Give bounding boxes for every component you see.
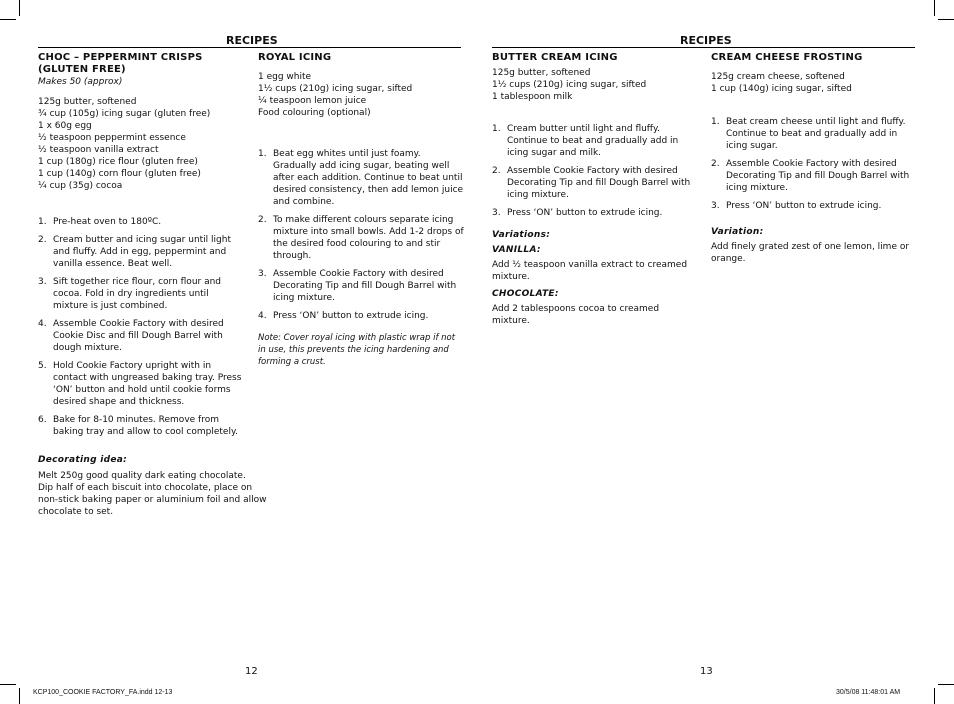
recipe-yield: Makes 50 (approx) [38, 77, 123, 87]
step-text: Press ‘ON’ button to extrude icing. [726, 201, 882, 211]
ingredient: 1½ cups (210g) icing sugar, sifted [258, 84, 413, 94]
decorating-text: chocolate to set. [38, 507, 114, 517]
step-number: 2. [492, 166, 501, 176]
crop-mark [0, 19, 16, 20]
step-text: Press ‘ON’ button to extrude icing. [273, 311, 429, 321]
crop-mark [934, 688, 935, 704]
crop-mark [19, 0, 20, 16]
step-number: 4. [258, 311, 267, 321]
recipe-title: CREAM CHEESE FROSTING [711, 52, 863, 63]
decorating-heading: Decorating idea: [38, 455, 128, 465]
step-text: Hold Cookie Factory upright with in contact with ungreased baking tray. Press ‘ON’ button and hold until cookie forms desired shape and thickness. [53, 361, 242, 407]
step-number: 1. [711, 117, 720, 127]
step-number: 3. [711, 201, 720, 211]
step-text: Pre-heat oven to 180ºC. [53, 217, 162, 227]
step-text: Assemble Cookie Factory with desired Decorating Tip and fill Dough Barrel with icing mixture. [507, 166, 691, 200]
step-text: Assemble Cookie Factory with desired Decorating Tip and fill Dough Barrel with icing mixture. [726, 159, 910, 193]
method-step [38, 276, 246, 312]
choc-peppermint-recipe [38, 52, 267, 518]
ingredient: ¼ teaspoon lemon juice [258, 96, 367, 106]
variation-text: Add finely grated zest of one lemon, lime or orange. [711, 242, 910, 264]
step-number: 4. [38, 319, 47, 329]
step-number: 3. [38, 277, 47, 287]
step-number: 2. [38, 235, 47, 245]
variations-heading: Variations: [492, 230, 551, 240]
step-number: 3. [258, 269, 267, 279]
ingredient-list [38, 96, 246, 192]
decorating-text: Melt 250g good quality dark eating chocolate. [38, 471, 246, 481]
royal-icing-recipe [258, 52, 464, 368]
ingredient: ½ teaspoon vanilla extract [38, 145, 159, 155]
cream-cheese-recipe [711, 52, 917, 265]
vanilla-heading: VANILLA: [492, 245, 541, 255]
ingredient: 1 cup (180g) rice flour (gluten free) [38, 157, 198, 167]
step-text: Bake for 8-10 minutes. Remove from baking tray and allow to cool completely. [53, 415, 238, 437]
step-text: Beat cream cheese until light and fluffy. Continue to beat and gradually add in icing sugar. [726, 117, 906, 151]
step-text: Cream butter until light and fluffy. Continue to beat and gradually add in icing sugar and milk. [507, 124, 679, 158]
ingredient: Food colouring (optional) [258, 108, 371, 118]
step-number: 3. [492, 208, 501, 218]
method-step [38, 216, 246, 228]
step-number: 1. [492, 124, 501, 134]
method-step [258, 214, 464, 262]
method-step [711, 200, 917, 212]
method-step [258, 268, 464, 304]
method-step [38, 414, 246, 438]
chocolate-text: Add 2 tablespoons cocoa to creamed mixture. [492, 304, 660, 326]
ingredient: ¾ cup (105g) icing sugar (gluten free) [38, 109, 211, 119]
ingredient: 1 cup (140g) corn flour (gluten free) [38, 169, 201, 179]
recipe-title: CHOC – PEPPERMINT CRISPS [38, 52, 203, 63]
ingredient: ¼ cup (35g) cocoa [38, 181, 123, 191]
step-text: Sift together rice flour, corn flour and cocoa. Fold in dry ingredients until mixture is just combined. [53, 277, 222, 311]
step-number: 1. [258, 149, 267, 159]
butter-cream-recipe [492, 52, 698, 327]
ingredient: 125g cream cheese, softened [711, 72, 845, 82]
method-step [38, 360, 246, 408]
recipe-title: ROYAL ICING [258, 52, 332, 63]
method-step [492, 123, 698, 159]
method-step [711, 116, 917, 152]
ingredient: ½ teaspoon peppermint essence [38, 133, 186, 143]
step-number: 2. [258, 215, 267, 225]
method-step [38, 234, 246, 270]
method-step [492, 165, 698, 201]
step-number: 2. [711, 159, 720, 169]
method-step [38, 318, 246, 354]
recipe-note: Note: Cover royal icing with plastic wrap if not in use, this prevents the icing hardening and forming a crust. [258, 333, 456, 367]
ingredient: 1 tablespoon milk [492, 92, 573, 102]
method-step [258, 310, 464, 322]
step-number: 5. [38, 361, 47, 371]
slug-filename: KCP100_COOKIE FACTORY_FA.indd 12-13 [33, 689, 173, 696]
step-number: 6. [38, 415, 47, 425]
ingredient: 125g butter, softened [492, 68, 591, 78]
crop-mark [938, 684, 954, 685]
vanilla-text: Add ½ teaspoon vanilla extract to creamed mixture. [492, 260, 688, 282]
recipe-title: BUTTER CREAM ICING [492, 52, 618, 63]
chocolate-heading: CHOCOLATE: [492, 289, 559, 299]
step-text: Assemble Cookie Factory with desired Decorating Tip and fill Dough Barrel with icing mixture. [273, 269, 457, 303]
left-page-number: 12 [245, 666, 258, 677]
ingredient: 125g butter, softened [38, 97, 137, 107]
variation-heading: Variation: [711, 227, 764, 237]
method-steps [38, 216, 246, 438]
method-step [492, 207, 698, 219]
method-step [258, 148, 464, 208]
step-text: Press ‘ON’ button to extrude icing. [507, 208, 663, 218]
left-page-header: RECIPES [226, 34, 278, 47]
step-text: To make different colours separate icing mixture into small bowls. Add 1-2 drops of the desired food colouring to and stir through. [273, 215, 464, 261]
ingredient: 1½ cups (210g) icing sugar, sifted [492, 80, 647, 90]
step-number: 1. [38, 217, 47, 227]
ingredient: 1 x 60g egg [38, 121, 92, 131]
ingredient: 1 cup (140g) icing sugar, sifted [711, 84, 852, 94]
step-text: Cream butter and icing sugar until light and fluffy. Add in egg, peppermint and vanilla essence. Beat well. [53, 235, 231, 269]
right-page-header: RECIPES [680, 34, 732, 47]
step-text: Assemble Cookie Factory with desired Cookie Disc and fill Dough Barrel with dough mixture. [53, 319, 224, 353]
crop-mark [0, 684, 16, 685]
crop-mark [934, 0, 935, 16]
slug-timestamp: 30/5/08 11:48:01 AM [836, 689, 901, 696]
decorating-text: non-stick baking paper or aluminium foil and allow [38, 495, 267, 505]
method-step [711, 158, 917, 194]
decorating-text: Dip half of each biscuit into chocolate, place on [38, 483, 253, 493]
left-header-rule [38, 47, 461, 48]
recipe-title-sub: (GLUTEN FREE) [38, 64, 126, 75]
right-header-rule [492, 47, 915, 48]
step-text: Beat egg whites until just foamy. Gradually add icing sugar, beating well after each addition. Continue to beat until desired consistency, then add lemon juice and combine. [273, 149, 464, 207]
right-page-number: 13 [700, 666, 713, 677]
crop-mark [938, 19, 954, 20]
ingredient: 1 egg white [258, 72, 312, 82]
crop-mark [19, 688, 20, 704]
